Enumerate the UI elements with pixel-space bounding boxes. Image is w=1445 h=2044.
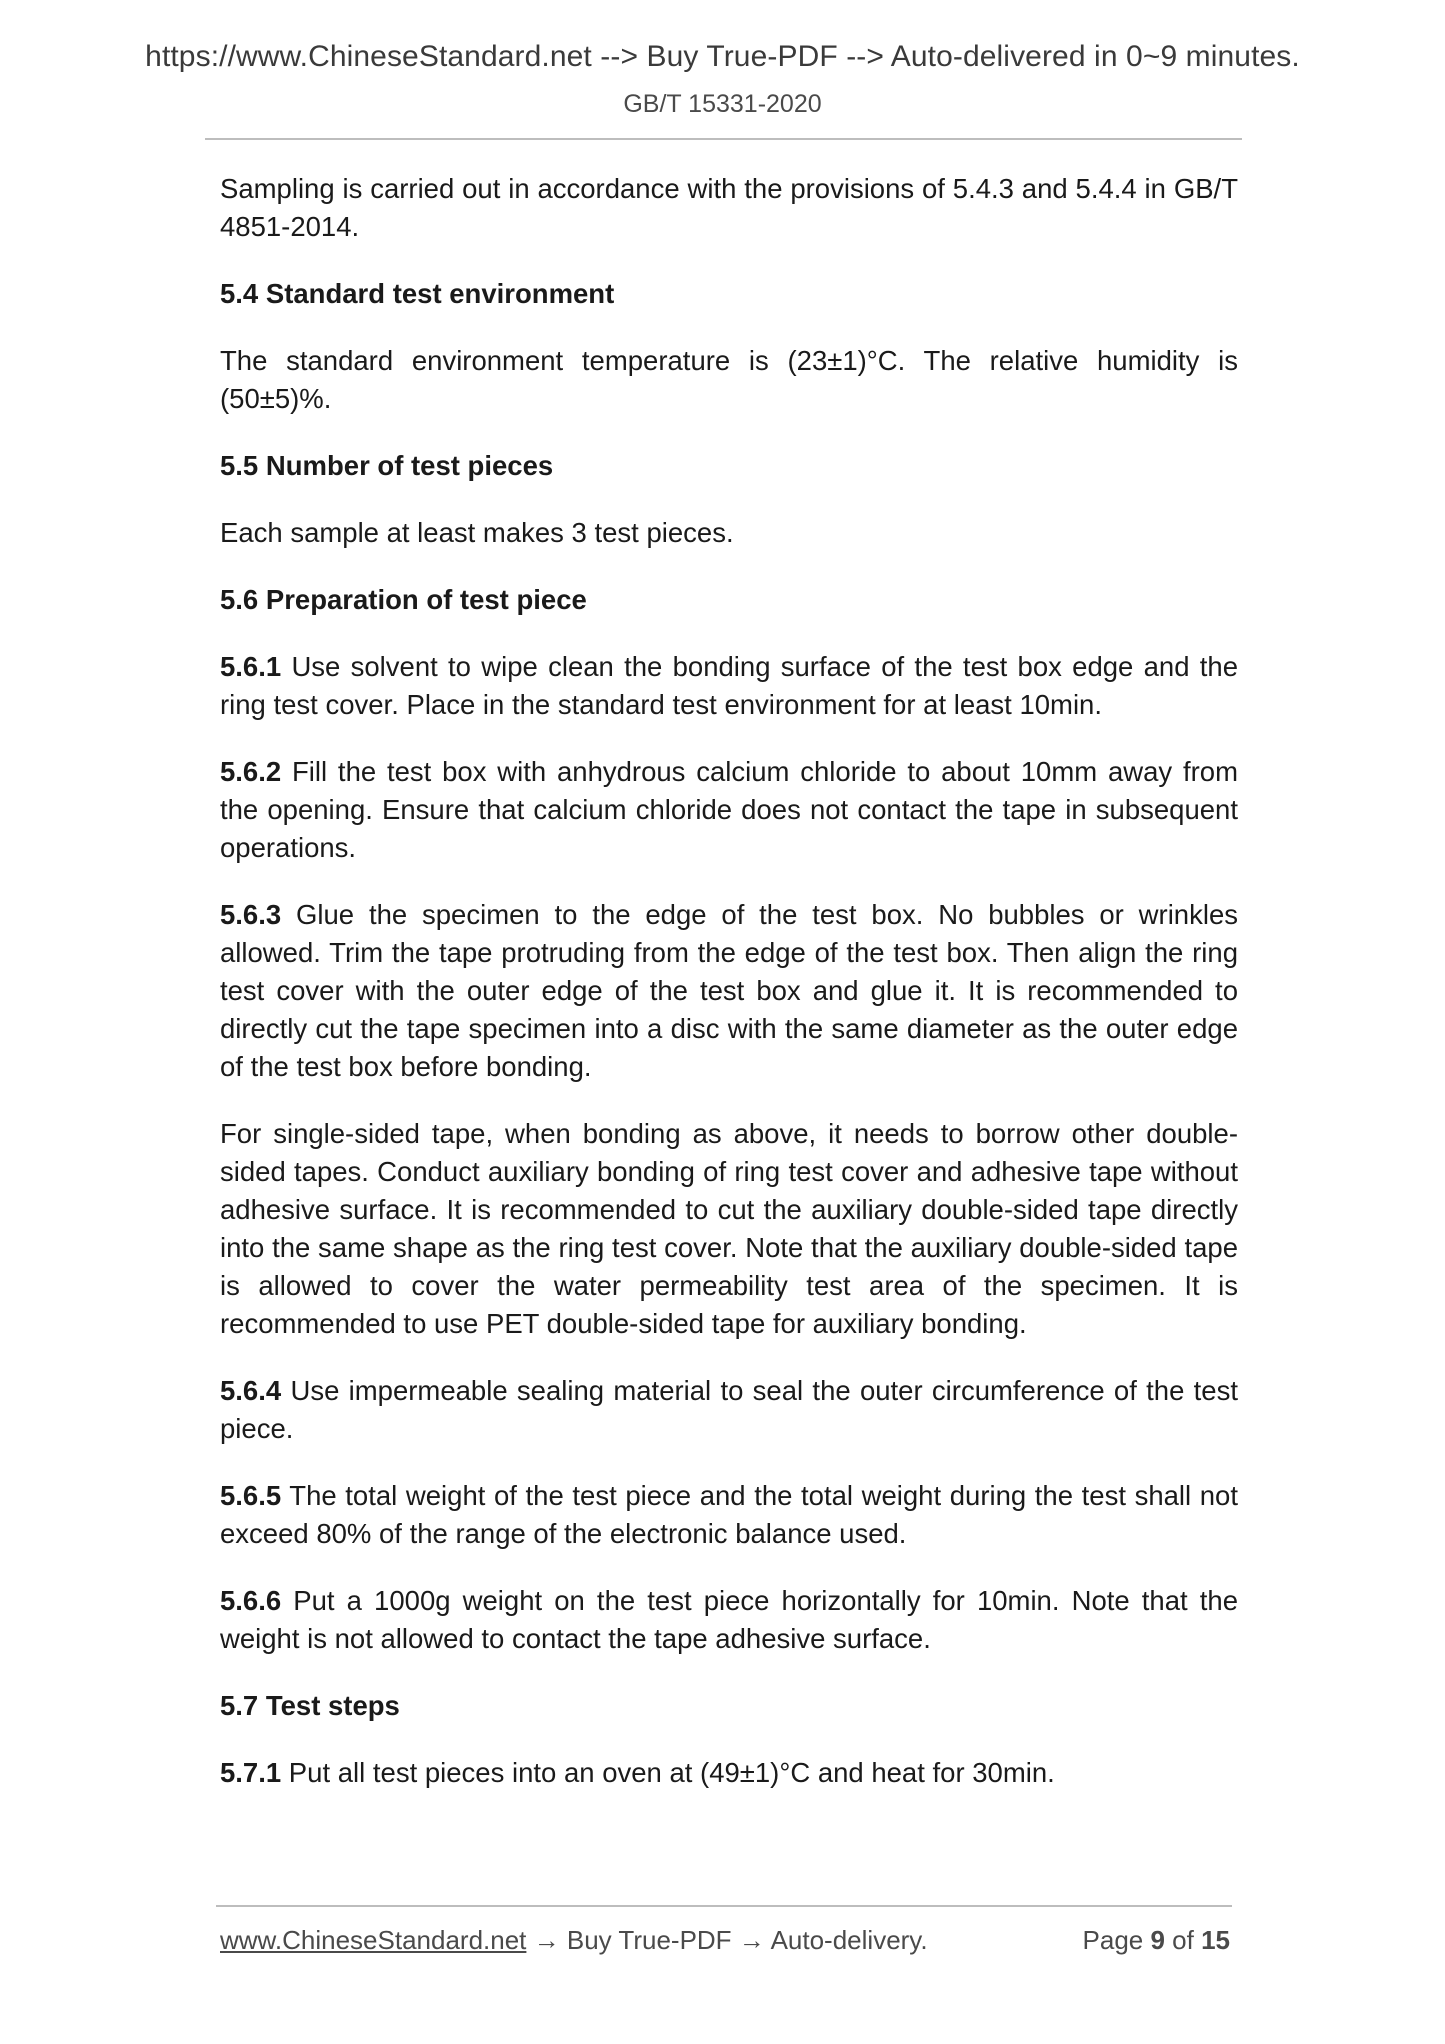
paragraph-5-6-3 [220,896,1238,1086]
clause-text-5-6-5: The total weight of the test piece and the total weight during the test shall not exceed 80% of the range of the electronic balance used. [220,1480,1238,1549]
page-indicator [1083,1925,1230,1956]
clause-number-5-6-1: 5.6.1 [220,651,282,682]
paragraph-single-sided-tape: For single-sided tape, when bonding as above, it needs to borrow other double-sided tapes. Conduct auxiliary bonding of ring test cover and adhesive tape without adhesive surface. It is recommended to cut the auxiliary double-sided tape directly into the same shape as the ring test cover. Note that the auxiliary double-sided tape is allowed to cover the water permeability test area of the specimen. It is recommended to use PET double-sided tape for auxiliary bonding. [220,1118,1238,1339]
clause-number-5-6-2: 5.6.2 [220,756,282,787]
paragraph-5-4: The standard environment temperature is (23±1)°C. The relative humidity is (50±5)%. [220,345,1238,414]
heading-5-4: 5.4 Standard test environment [220,278,615,309]
heading-5-6: 5.6 Preparation of test piece [220,584,587,615]
page-label: Page [1082,1925,1151,1955]
clause-text-5-6-6: Put a 1000g weight on the test piece horizontally for 10min. Note that the weight is not allowed to contact the tape adhesive surface. [220,1585,1238,1654]
paragraph-5-5: Each sample at least makes 3 test pieces. [220,517,734,548]
source-banner: https://www.ChineseStandard.net --> Buy True-PDF --> Auto-delivered in 0~9 minutes. [145,40,1300,73]
paragraph-5-6-4 [220,1372,1238,1448]
footer-divider [216,1905,1232,1907]
document-code: GB/T 15331-2020 [623,90,822,118]
paragraph-5-6-1 [220,648,1238,724]
clause-number-5-6-3: 5.6.3 [220,899,282,930]
heading-5-7: 5.7 Test steps [220,1690,400,1721]
clause-text-5-6-4: Use impermeable sealing material to seal the outer circumference of the test piece. [220,1375,1238,1444]
footer-delivery-text: → Buy True-PDF → Auto-delivery. [526,1925,928,1955]
clause-number-5-6-4: 5.6.4 [220,1375,282,1406]
page-of-label: of [1164,1925,1202,1955]
page-number: 9 [1150,1925,1165,1955]
document-body [220,170,1238,1821]
paragraph-5-7-1 [220,1754,1238,1792]
paragraph-5-6-5 [220,1477,1238,1553]
page-total: 15 [1201,1925,1230,1955]
clause-text-5-7-1: Put all test pieces into an oven at (49±1)°C and heat for 30min. [281,1757,1055,1788]
header-divider [205,138,1242,140]
footer-source [220,1925,928,1956]
heading-5-5: 5.5 Number of test pieces [220,450,554,481]
paragraph-5-6-2 [220,753,1238,867]
clause-text-5-6-1: Use solvent to wipe clean the bonding surface of the test box edge and the ring test cover. Place in the standard test environment for at least 10min. [220,651,1238,720]
clause-text-5-6-2: Fill the test box with anhydrous calcium chloride to about 10mm away from the opening. Ensure that calcium chloride does not contact the tape in subsequent operations. [220,756,1238,863]
clause-number-5-6-6: 5.6.6 [220,1585,282,1616]
clause-number-5-6-5: 5.6.5 [220,1480,282,1511]
paragraph-sampling: Sampling is carried out in accordance with the provisions of 5.4.3 and 5.4.4 in GB/T 4851-2014. [220,173,1238,242]
clause-text-5-6-3: Glue the specimen to the edge of the test box. No bubbles or wrinkles allowed. Trim the tape protruding from the edge of the test box. Then align the ring test cover with the outer edge of the test box and glue it. It is recommended to directly cut the tape specimen into a disc with the same diameter as the outer edge of the test box before bonding. [220,899,1238,1082]
clause-number-5-7-1: 5.7.1 [220,1757,282,1788]
paragraph-5-6-6 [220,1582,1238,1658]
footer-website-link[interactable]: www.ChineseStandard.net [220,1925,527,1955]
